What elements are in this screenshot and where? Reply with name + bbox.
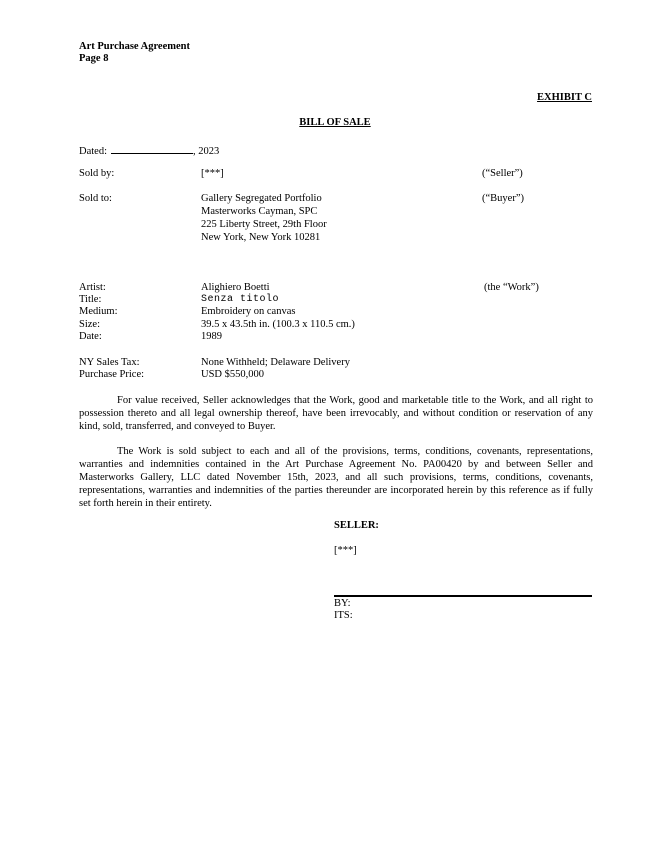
signatory-name: [***] — [334, 545, 357, 556]
buyer-role: (“Buyer”) — [482, 193, 524, 204]
running-header-title: Art Purchase Agreement — [79, 41, 190, 52]
subject-to-paragraph: The Work is sold subject to each and all of the provisions, terms, conditions, covenants, representations, warranties and indemnities contained in the Art Purchase Agreement No. PA00420 by and between Seller and Masterworks Gallery, LLC dated November 15th, 2023, and all such provisions, terms, conditions, covenants, representations, warranties and indemnities of the parties thereunder are incorporated herein by this reference as if fully set forth herein in their entirety. — [79, 446, 593, 509]
sold-by-label: Sold by: — [79, 168, 115, 179]
exhibit-label: EXHIBIT C — [537, 92, 592, 103]
running-header-page: Page 8 — [79, 53, 109, 64]
signature-line — [334, 595, 592, 597]
dated-year: , 2023 — [193, 146, 220, 157]
dated-row — [79, 143, 593, 159]
sold-to-label: Sold to: — [79, 193, 112, 204]
sold-by-value: [***] — [201, 168, 224, 179]
document-title: BILL OF SALE — [299, 117, 371, 128]
conveyance-paragraph: For value received, Seller acknowledges that the Work, good and marketable title to the Work, and all right to possession thereto and all legal ownership thereof, have been irrevocably, and without condition or reservation of any kind, sold, transferred, and conveyed to Buyer. — [79, 395, 593, 432]
signature-heading: SELLER: — [334, 520, 379, 531]
work-role: (the “Work”) — [484, 282, 539, 293]
date-blank-line — [111, 143, 193, 154]
its-label: ITS: — [334, 610, 353, 621]
document-page: Art Purchase Agreement Page 8 EXHIBIT C BILL OF SALE Dated: , 2023 Sold by: [***] (“Seller”) Sold to: (“Buyer”) Gallery Segregated Portfolio Masterworks Cayman, SPC 225 Liberty Street, 29th Floor New York, New York 10281 Artist: Alighiero Boetti (the “Work”) Title: Senza titolo Medium: Embroidery on canvas Size: 39.5 x 43.5th in. (100.3 x 110.5 cm.) Date: 1989 NY Sales Tax: None Withheld; Delaware Delivery Purchase Price: USD $550,000 For value received, Seller acknowledges that the Work, good and marketable title to the Work, and all right to possession thereto and all legal ownership thereof, have been irrevocably, and without condition or reservation of any kind, sold, transferred, and conveyed to Buyer. The Work is sold subject to each and all of the provisions, terms, conditions, covenants, representations, warranties and indemnities contained in the Art Purchase Agreement No. PA00420 by and between Seller and Masterworks Gallery, LLC dated November 15th, 2023, and all such provisions, terms, conditions, covenants, representations, warranties and indemnities of the parties thereunder are incorporated herein by this reference as if fully set forth herein in their entirety. SELLER: [***] BY: ITS: — [0, 0, 670, 867]
by-label: BY: — [334, 598, 351, 609]
seller-role: (“Seller”) — [482, 168, 523, 179]
dated-label: Dated: — [79, 146, 107, 157]
